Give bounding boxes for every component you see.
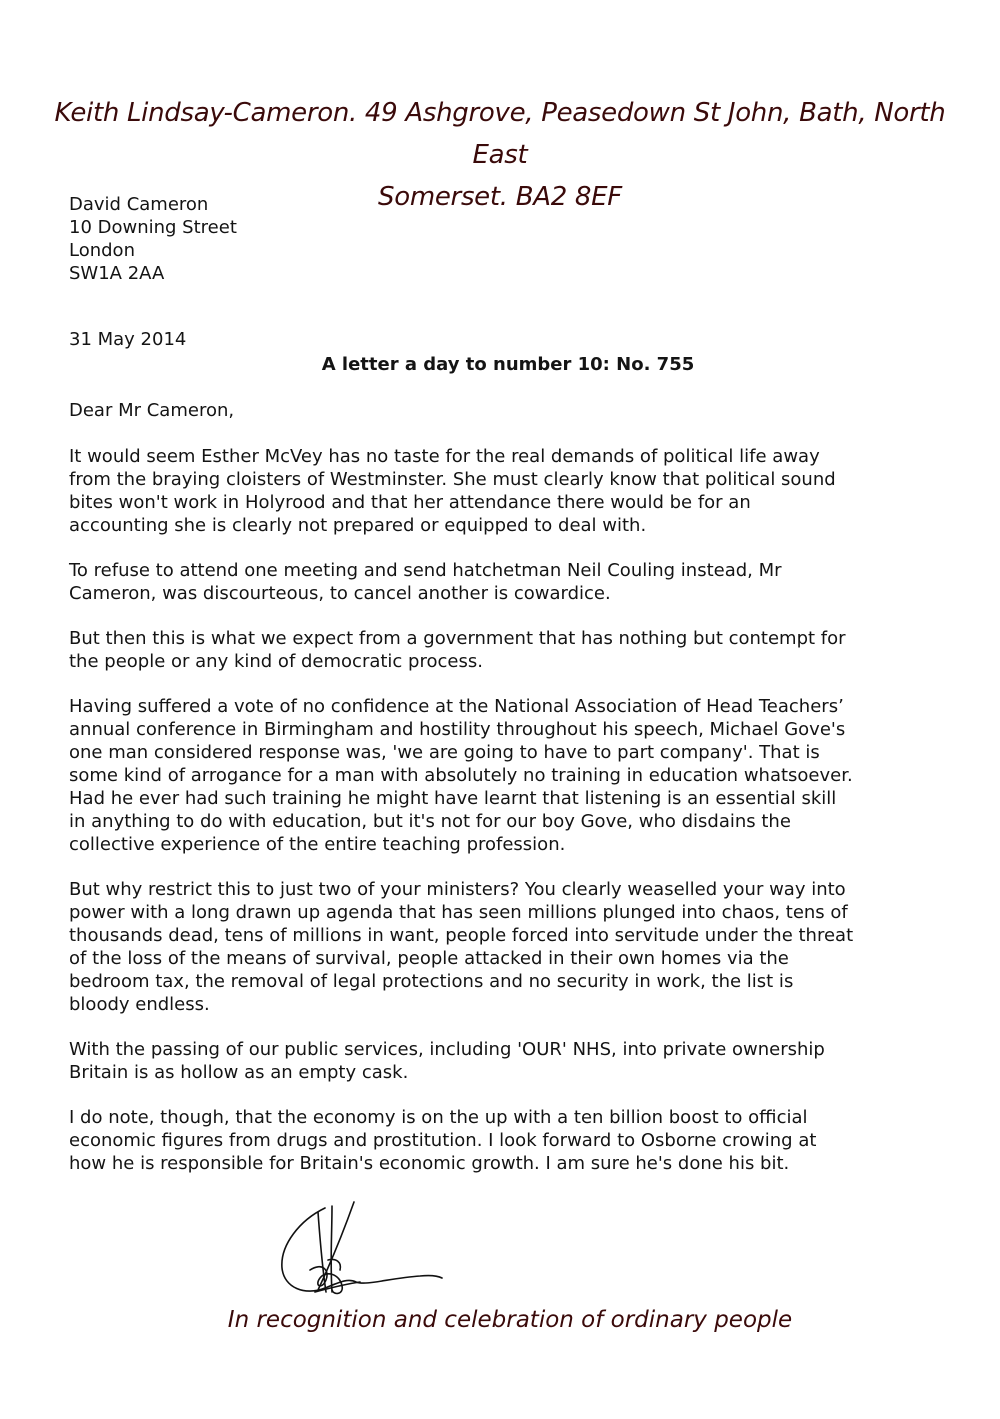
paragraph-1 <box>69 445 929 537</box>
text-line: one man considered response was, 'we are going to have to part company'. That is <box>69 742 820 763</box>
addressee-block <box>69 193 237 285</box>
addressee-name: David Cameron <box>69 194 209 215</box>
text-line: Having suffered a vote of no confidence at the National Association of Head Teachers’ <box>69 696 844 717</box>
text-line: I do note, though, that the economy is on the up with a ten billion boost to official <box>69 1107 808 1128</box>
text-line: But then this is what we expect from a government that has nothing but contempt for <box>69 628 846 649</box>
text-line: But why restrict this to just two of your ministers? You clearly weaselled your way into <box>69 879 846 900</box>
paragraph-3 <box>69 627 929 673</box>
text-line: With the passing of our public services, including 'OUR' NHS, into private ownership <box>69 1039 825 1060</box>
text-line: bloody endless. <box>69 994 210 1015</box>
paragraph-7 <box>69 1106 929 1175</box>
text-line: economic figures from drugs and prostitution. I look forward to Osborne crowing at <box>69 1130 817 1151</box>
text-line: bedroom tax, the removal of legal protections and no security in work, the list is <box>69 971 794 992</box>
text-line: Cameron, was discourteous, to cancel another is cowardice. <box>69 583 611 604</box>
paragraph-2 <box>69 559 929 605</box>
text-line: in anything to do with education, but it's not for our boy Gove, who disdains the <box>69 811 791 832</box>
text-line: collective experience of the entire teaching profession. <box>69 834 566 855</box>
text-line: the people or any kind of democratic process. <box>69 651 483 672</box>
text-line: power with a long drawn up agenda that has seen millions plunged into chaos, tens of <box>69 902 848 923</box>
text-line: thousands dead, tens of millions in want, people forced into servitude under the threat <box>69 925 854 946</box>
paragraph-6 <box>69 1038 929 1084</box>
letterhead-line-2: Somerset. BA2 8EF <box>378 182 622 212</box>
signature-image <box>270 1200 450 1310</box>
paragraph-4 <box>69 695 929 856</box>
motto: In recognition and celebration of ordinary people <box>227 1307 793 1333</box>
letterhead-line-1: Keith Lindsay-Cameron. 49 Ashgrove, Peasedown St John, Bath, North East <box>54 98 946 170</box>
text-line: accounting she is clearly not prepared or equipped to deal with. <box>69 515 647 536</box>
text-line: Had he ever had such training he might have learnt that listening is an essential skill <box>69 788 837 809</box>
text-line: bites won't work in Holyrood and that her attendance there would be for an <box>69 492 751 513</box>
salutation: Dear Mr Cameron, <box>69 400 235 421</box>
text-line: some kind of arrogance for a man with absolutely no training in education whatsoever. <box>69 765 853 786</box>
text-line: To refuse to attend one meeting and send hatchetman Neil Couling instead, Mr <box>69 560 782 581</box>
letter-body <box>69 445 929 1197</box>
letter-subject: A letter a day to number 10: No. 755 <box>321 354 695 375</box>
text-line: It would seem Esther McVey has no taste for the real demands of political life away <box>69 446 820 467</box>
addressee-street: 10 Downing Street <box>69 217 237 238</box>
text-line: of the loss of the means of survival, people attacked in their own homes via the <box>69 948 789 969</box>
text-line: how he is responsible for Britain's economic growth. I am sure he's done his bit. <box>69 1153 790 1174</box>
addressee-city: London <box>69 240 135 261</box>
letter-date: 31 May 2014 <box>69 329 187 350</box>
text-line: from the braying cloisters of Westminster. She must clearly know that political sound <box>69 469 836 490</box>
addressee-postcode: SW1A 2AA <box>69 263 165 284</box>
text-line: annual conference in Birmingham and hostility throughout his speech, Michael Gove's <box>69 719 846 740</box>
text-line: Britain is as hollow as an empty cask. <box>69 1062 409 1083</box>
paragraph-5 <box>69 878 929 1016</box>
